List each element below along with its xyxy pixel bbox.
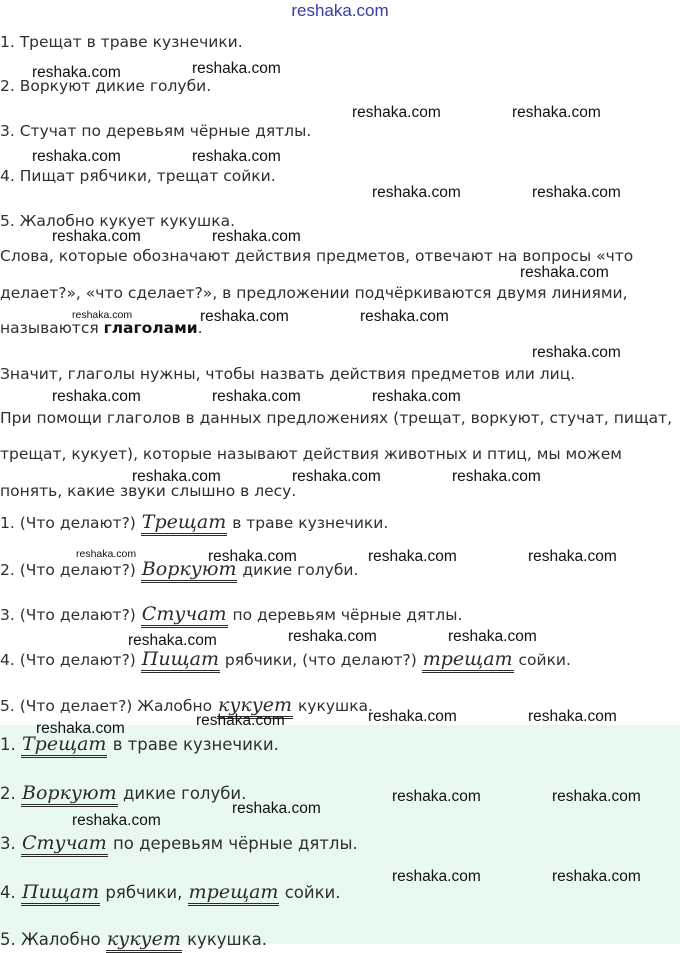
verb-underlined: кукует <box>217 696 293 719</box>
watermark: reshaka.com <box>212 388 301 405</box>
question-line-5: 5. (Что делает?) Жалобно кукует кукушка. <box>0 696 373 719</box>
verb-underlined: Пищат <box>21 883 100 906</box>
watermark: reshaka.com <box>520 264 609 281</box>
watermark: reshaka.com <box>352 104 441 121</box>
watermark: reshaka.com <box>52 228 141 245</box>
verb-underlined: Воркуют <box>21 784 118 807</box>
watermark: reshaka.com <box>372 388 461 405</box>
sentence-2: 2. Воркуют дикие голуби. <box>0 77 212 95</box>
watermark: reshaka.com <box>192 148 281 165</box>
question-line-2: 2. (Что делают?) Воркуют дикие голуби. <box>0 560 358 583</box>
watermark: reshaka.com <box>452 468 541 485</box>
explanation-p3-line-1: При помощи глаголов в данных предложениях (трещат, воркуют, стучат, пищат, <box>0 409 673 427</box>
verb-underlined: трещат <box>188 883 280 906</box>
watermark: reshaka.com <box>76 548 137 560</box>
watermark: reshaka.com <box>368 708 457 725</box>
watermark: reshaka.com <box>200 308 289 325</box>
answer-line-5: 5. Жалобно кукует кукушка. <box>0 930 267 953</box>
watermark: reshaka.com <box>372 184 461 201</box>
question-line-1: 1. (Что делают?) Трещат в траве кузнечики. <box>0 513 388 536</box>
watermark: reshaka.com <box>232 800 321 817</box>
term-verbs: глаголами <box>103 319 198 337</box>
watermark: reshaka.com <box>36 720 125 737</box>
answer-line-1: 1. Трещат в траве кузнечики. <box>0 735 279 758</box>
watermark: reshaka.com <box>532 344 621 361</box>
question-line-3: 3. (Что делают?) Стучат по деревьям чёрные дятлы. <box>0 605 462 628</box>
verb-underlined: Трещат <box>141 513 227 536</box>
watermark: reshaka.com <box>552 788 641 805</box>
watermark: reshaka.com <box>132 468 221 485</box>
watermark: reshaka.com <box>532 184 621 201</box>
watermark: reshaka.com <box>552 868 641 885</box>
watermark: reshaka.com <box>448 628 537 645</box>
watermark: reshaka.com <box>392 868 481 885</box>
watermark: reshaka.com <box>72 309 133 321</box>
sentence-3: 3. Стучат по деревьям чёрные дятлы. <box>0 122 312 140</box>
explanation-line-1: Слова, которые обозначают действия предметов, отвечают на вопросы «что <box>0 247 634 265</box>
watermark: reshaka.com <box>52 388 141 405</box>
watermark: reshaka.com <box>292 468 381 485</box>
verb-underlined: кукует <box>106 930 182 953</box>
watermark: reshaka.com <box>360 308 449 325</box>
watermark: reshaka.com <box>128 632 217 649</box>
explanation-line-2: делает?», «что сделает?», в предложении подчёркиваются двумя линиями, <box>0 284 628 302</box>
answer-line-4: 4. Пищат рябчики, трещат сойки. <box>0 883 341 906</box>
verb-underlined: Стучат <box>141 605 228 628</box>
watermark: reshaka.com <box>192 60 281 77</box>
watermark: reshaka.com <box>528 708 617 725</box>
verb-underlined: Пищат <box>141 650 220 673</box>
watermark: reshaka.com <box>212 228 301 245</box>
answer-line-3: 3. Стучат по деревьям чёрные дятлы. <box>0 834 358 857</box>
watermark: reshaka.com <box>72 812 161 829</box>
verb-underlined: Воркуют <box>141 560 238 583</box>
answer-line-2: 2. Воркуют дикие голуби. <box>0 784 246 807</box>
verb-underlined: трещат <box>422 650 514 673</box>
sentence-5: 5. Жалобно кукует кукушка. <box>0 212 236 230</box>
verb-underlined: Стучат <box>21 834 108 857</box>
explanation-p3-line-2: трещат, кукует), которые называют действия животных и птиц, мы можем <box>0 445 622 463</box>
verb-underlined: Трещат <box>21 735 107 758</box>
explanation-p3-line-3: понять, какие звуки слышно в лесу. <box>0 482 297 500</box>
watermark: reshaka.com <box>392 788 481 805</box>
watermark: reshaka.com <box>32 64 121 81</box>
watermark: reshaka.com <box>288 628 377 645</box>
watermark: reshaka.com <box>368 548 457 565</box>
sentence-1: 1. Трещат в траве кузнечики. <box>0 33 243 51</box>
watermark: reshaka.com <box>528 548 617 565</box>
watermark: reshaka.com <box>32 148 121 165</box>
watermark: reshaka.com <box>512 104 601 121</box>
watermark: reshaka.com <box>208 548 297 565</box>
question-line-4: 4. (Что делают?) Пищат рябчики, (что делают?) трещат сойки. <box>0 650 571 673</box>
explanation-line-3: называются глаголами. <box>0 319 203 337</box>
sentence-4: 4. Пищат рябчики, трещат сойки. <box>0 167 276 185</box>
watermark: reshaka.com <box>196 712 285 729</box>
header-watermark[interactable]: reshaka.com <box>291 1 389 20</box>
explanation-conclusion: Значит, глаголы нужны, чтобы назвать действия предметов или лиц. <box>0 365 576 383</box>
